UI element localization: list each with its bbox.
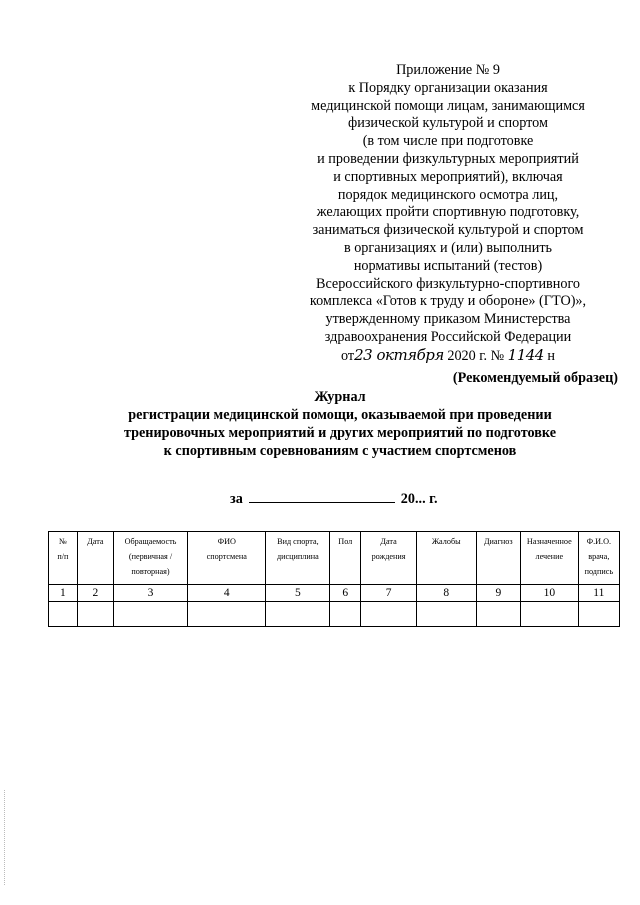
table-cell bbox=[113, 602, 187, 627]
column-number: 6 bbox=[330, 585, 361, 602]
column-header-line: врача, bbox=[588, 552, 610, 561]
order-year: 2020 г. № bbox=[447, 347, 505, 364]
journal-subtitle-line: регистрации медицинской помощи, оказываемой при проведении bbox=[128, 407, 552, 423]
period-line bbox=[230, 490, 438, 508]
table-cell bbox=[188, 602, 266, 627]
column-header bbox=[520, 532, 578, 585]
column-header-line: Диагноз bbox=[483, 537, 513, 546]
column-header bbox=[188, 532, 266, 585]
table-cell bbox=[476, 602, 520, 627]
column-header-line: № bbox=[59, 537, 67, 546]
table-number-row bbox=[49, 585, 620, 602]
order-date-handwritten: 23 октября bbox=[354, 345, 444, 364]
journal-subtitle-line: к спортивным соревнованиям с участием спортсменов bbox=[163, 443, 517, 459]
column-number: 8 bbox=[416, 585, 476, 602]
annex-line: утвержденному приказом Министерства bbox=[325, 311, 571, 328]
order-reference bbox=[288, 347, 608, 366]
column-header bbox=[77, 532, 113, 585]
column-header-line: рождения bbox=[371, 552, 406, 561]
column-header-line: Назначенное bbox=[526, 537, 572, 546]
margin-mark bbox=[4, 790, 6, 885]
column-header bbox=[416, 532, 476, 585]
column-number: 1 bbox=[49, 585, 78, 602]
column-header-line: Ф.И.О. bbox=[586, 537, 612, 546]
column-number: 10 bbox=[520, 585, 578, 602]
table-cell bbox=[77, 602, 113, 627]
annex-line: и спортивных мероприятий), включая bbox=[333, 168, 563, 185]
annex-line: в организациях и (или) выполнить bbox=[343, 239, 553, 256]
table-header-row bbox=[49, 532, 620, 585]
sample-label: (Рекомендуемый образец) bbox=[452, 370, 618, 386]
column-number: 11 bbox=[578, 585, 619, 602]
order-prefix: от bbox=[341, 347, 355, 364]
column-header bbox=[476, 532, 520, 585]
table-cell bbox=[266, 602, 330, 627]
table-row bbox=[49, 602, 620, 627]
annex-line: и проведении физкультурных мероприятий bbox=[317, 150, 579, 167]
column-number: 2 bbox=[77, 585, 113, 602]
column-header-line: Обращаемость bbox=[124, 537, 177, 546]
order-suffix: н bbox=[547, 347, 555, 364]
journal-subtitle-line: тренировочных мероприятий и других мероприятий по подготовке bbox=[123, 425, 557, 441]
column-header bbox=[361, 532, 417, 585]
column-number: 5 bbox=[266, 585, 330, 602]
journal-table bbox=[48, 531, 620, 627]
column-header-line: дисциплина bbox=[276, 552, 319, 561]
column-number: 9 bbox=[476, 585, 520, 602]
column-header-line: Дата bbox=[87, 537, 104, 546]
column-header-line: ФИО bbox=[217, 537, 236, 546]
order-number-handwritten: 1144 bbox=[507, 345, 544, 364]
column-header-line: (первичная / bbox=[128, 552, 173, 561]
column-header-line: п/п bbox=[57, 552, 69, 561]
annex-line: физической культурой и спортом bbox=[348, 115, 548, 132]
annex-header bbox=[288, 62, 608, 366]
column-header bbox=[266, 532, 330, 585]
column-header-line: спортсмена bbox=[206, 552, 247, 561]
column-header bbox=[578, 532, 619, 585]
annex-line: (в том числе при подготовке bbox=[362, 133, 534, 150]
column-number: 4 bbox=[188, 585, 266, 602]
column-header-line: Жалобы bbox=[431, 537, 461, 546]
column-header-line: Дата bbox=[380, 537, 397, 546]
column-header-line: подпись bbox=[584, 567, 614, 576]
annex-line: Всероссийского физкультурно-спортивного bbox=[315, 275, 581, 292]
annex-line: заниматься физической культурой и спортом bbox=[312, 222, 584, 239]
table-cell bbox=[520, 602, 578, 627]
annex-line: к Порядку организации оказания bbox=[348, 79, 548, 96]
period-suffix: 20... г. bbox=[400, 491, 438, 507]
column-number: 7 bbox=[361, 585, 417, 602]
annex-line: желающих пройти спортивную подготовку, bbox=[316, 204, 580, 221]
journal-title: Журнал bbox=[314, 389, 366, 405]
column-header-line: повторная) bbox=[131, 567, 170, 576]
column-header-line: лечение bbox=[535, 552, 564, 561]
period-prefix: за bbox=[230, 491, 243, 507]
journal-heading bbox=[40, 388, 640, 460]
annex-line: нормативы испытаний (тестов) bbox=[353, 257, 543, 274]
annex-line: здравоохранения Российской Федерации bbox=[324, 328, 572, 345]
table-cell bbox=[416, 602, 476, 627]
annex-line: Приложение № 9 bbox=[396, 62, 500, 78]
annex-line: комплекса «Готов к труду и обороне» (ГТО)», bbox=[309, 293, 587, 310]
column-header-line: Пол bbox=[338, 537, 353, 546]
annex-line: медицинской помощи лицам, занимающимся bbox=[311, 97, 585, 114]
period-blank bbox=[249, 490, 395, 503]
column-header bbox=[113, 532, 187, 585]
column-header-line: Вид спорта, bbox=[277, 537, 319, 546]
annex-line: порядок медицинского осмотра лиц, bbox=[337, 186, 559, 203]
column-header bbox=[49, 532, 78, 585]
table-cell bbox=[578, 602, 619, 627]
table-cell bbox=[330, 602, 361, 627]
table-cell bbox=[49, 602, 78, 627]
table-cell bbox=[361, 602, 417, 627]
column-number: 3 bbox=[113, 585, 187, 602]
column-header bbox=[330, 532, 361, 585]
